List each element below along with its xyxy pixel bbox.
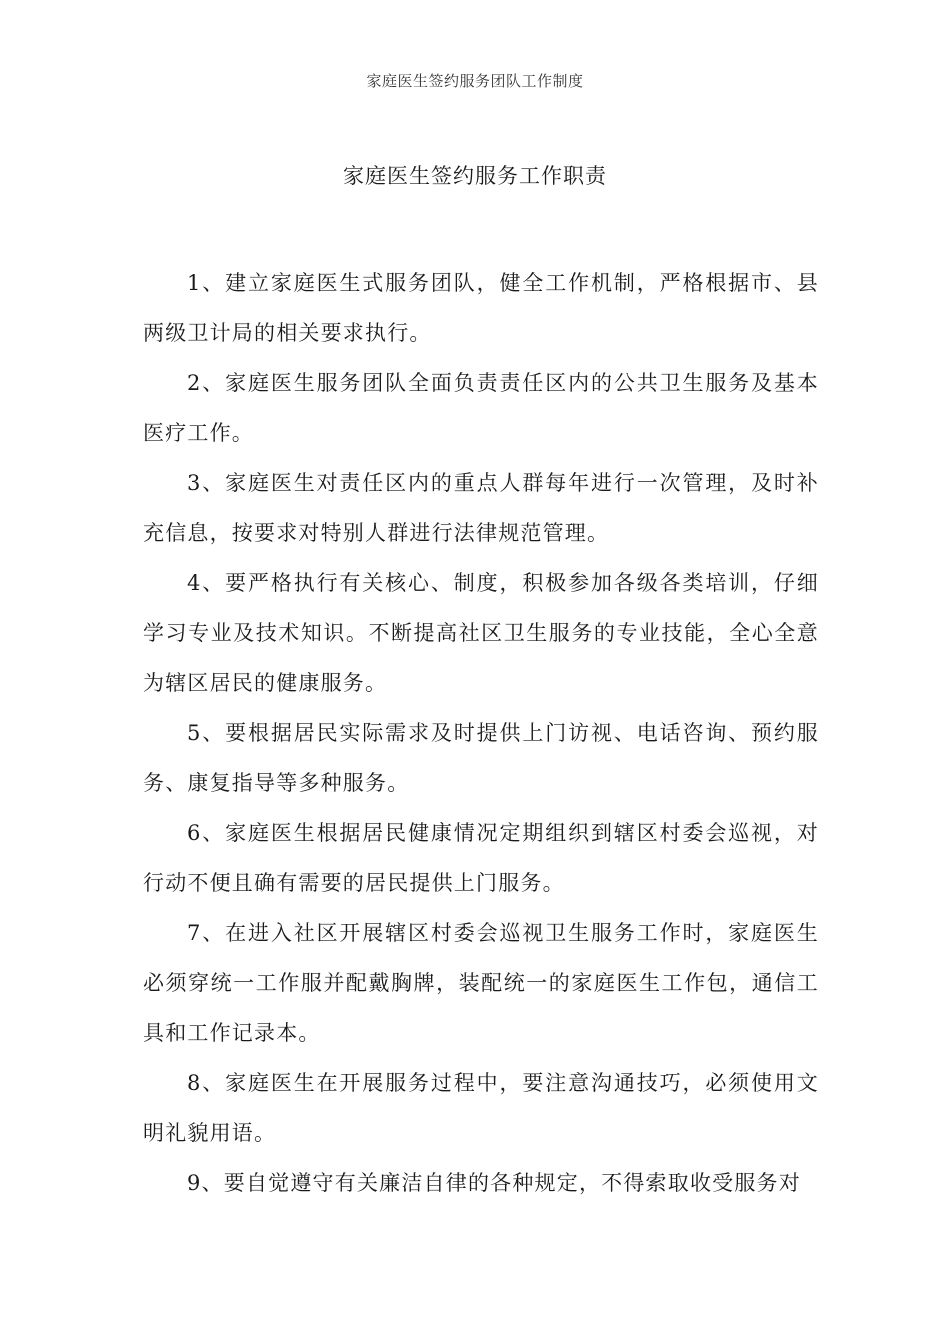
paragraph-5: 5、要根据居民实际需求及时提供上门访视、电话咨询、预约服务、康复指导等多种服务。 — [143, 721, 819, 795]
paragraph-4: 4、要严格执行有关核心、制度，积极参加各级各类培训，仔细学习专业及技术知识。不断提高社区卫生服务的专业技能，全心全意为辖区居民的健康服务。 — [143, 571, 819, 695]
paragraph-7: 7、在进入社区开展辖区村委会巡视卫生服务工作时，家庭医生必须穿统一工作服并配戴胸牌，装配统一的家庭医生工作包，通信工具和工作记录本。 — [143, 921, 819, 1045]
paragraph-6: 6、家庭医生根据居民健康情况定期组织到辖区村委会巡视，对行动不便且确有需要的居民提供上门服务。 — [143, 821, 819, 895]
document-title: 家庭医生签约服务工作职责 — [343, 164, 607, 188]
paragraph-9: 9、要自觉遵守有关廉洁自律的各种规定，不得索取收受服务对 — [187, 1171, 801, 1195]
running-header: 家庭医生签约服务团队工作制度 — [366, 72, 584, 90]
paragraph-8: 8、家庭医生在开展服务过程中，要注意沟通技巧，必须使用文明礼貌用语。 — [143, 1071, 819, 1145]
document-body — [143, 258, 819, 1208]
paragraph-1: 1、建立家庭医生式服务团队，健全工作机制，严格根据市、县两级卫计局的相关要求执行。 — [143, 271, 819, 345]
paragraph-2: 2、家庭医生服务团队全面负责责任区内的公共卫生服务及基本医疗工作。 — [143, 371, 819, 445]
paragraph-3: 3、家庭医生对责任区内的重点人群每年进行一次管理，及时补充信息，按要求对特别人群进行法律规范管理。 — [143, 471, 819, 545]
